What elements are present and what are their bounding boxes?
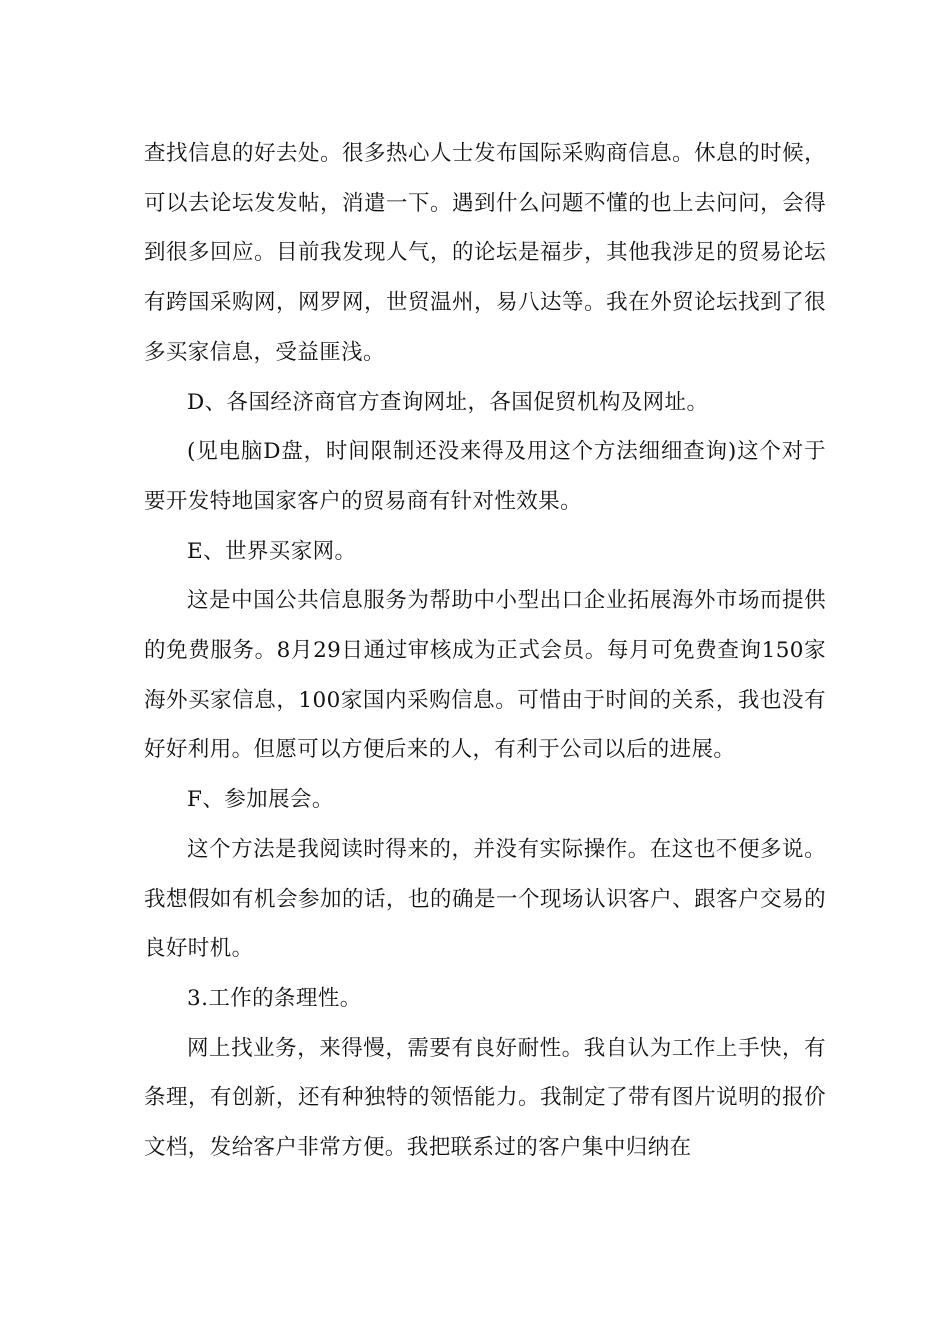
paragraph-3-detail: 网上找业务，来得慢，需要有良好耐性。我自认为工作上手快，有条理，有创新，还有种独特的领悟能力。我制定了带有图片说明的报价文档，发给客户非常方便。我把联系过的客户集中归纳在: [144, 1035, 826, 1161]
paragraph-e-detail: 这是中国公共信息服务为帮助中小型出口企业拓展海外市场而提供的免费服务。8月29日通过审核成为正式会员。每月可免费查询150家海外买家信息，100家国内采购信息。可惜由于时间的关系，我也没有好好利用。但愿可以方便后来的人，有利于公司以后的进展。: [144, 588, 826, 763]
paragraph-heading-f: F、参加展会。: [187, 787, 334, 813]
document-body: [144, 129, 826, 1173]
paragraph-heading-d: D、各国经济商官方查询网址，各国促贸机构及网址。: [187, 389, 709, 415]
paragraph-d-note: (见电脑D盘，时间限制还没来得及用这个方法细细查询)这个对于要开发特地国家客户的贸易商有针对性效果。: [144, 439, 826, 514]
paragraph-heading-e: E、世界买家网。: [187, 538, 357, 564]
paragraph-heading-3: 3.工作的条理性。: [187, 985, 362, 1011]
paragraph-forum-sources: 查找信息的好去处。很多热心人士发布国际采购商信息。休息的时候，可以去论坛发发帖，消遣一下。遇到什么问题不懂的也上去问问，会得到很多回应。目前我发现人气，的论坛是福步，其他我涉足的贸易论坛有跨国采购网，网罗网，世贸温州，易八达等。我在外贸论坛找到了很多买家信息，受益匪浅。: [144, 141, 826, 365]
paragraph-f-detail: 这个方法是我阅读时得来的，并没有实际操作。在这也不便多说。我想假如有机会参加的话，也的确是一个现场认识客户、跟客户交易的良好时机。: [144, 836, 826, 962]
